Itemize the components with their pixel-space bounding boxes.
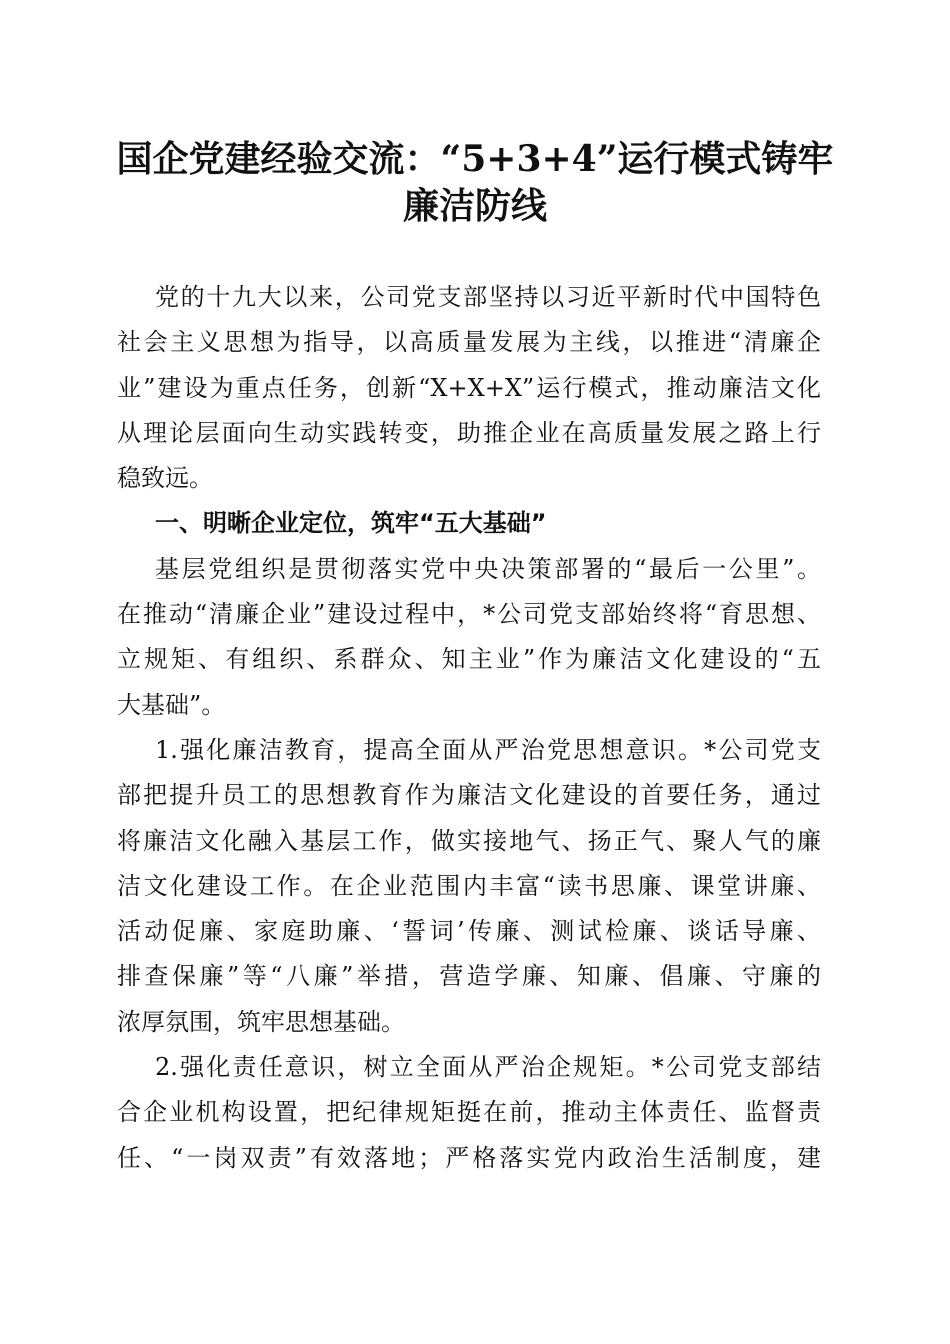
text-line: 洁文化建设工作。在企业范围内丰富“读书思廉、课堂讲廉、 <box>117 871 821 900</box>
text-line: 基层党组织是贯彻落实党中央决策部署的“最后一公里”。 <box>155 554 821 583</box>
title-line-1: 国企党建经验交流：“5+3+4”运行模式铸牢 <box>116 138 834 180</box>
paragraph <box>117 1045 821 1181</box>
paragraph <box>117 275 821 501</box>
text-line: 立规矩、有组织、系群众、知主业”作为廉洁文化建设的“五 <box>117 645 821 674</box>
text-line: 活动促廉、家庭助廉、‘誓词’传廉、测试检廉、谈话导廉、 <box>117 917 821 946</box>
title-line-2: 廉洁防线 <box>402 185 547 227</box>
paragraph <box>117 547 821 728</box>
document-body <box>117 275 821 1181</box>
text-line: 浓厚氛围，筑牢思想基础。 <box>117 1007 405 1036</box>
text-line: 部把提升员工的思想教育作为廉洁文化建设的首要任务，通过 <box>117 781 821 810</box>
text-line: 大基础”。 <box>117 690 226 719</box>
paragraph <box>117 728 821 1045</box>
text-line: 排查保廉”等“八廉”举措，营造学廉、知廉、倡廉、守廉的 <box>117 962 821 991</box>
text-line: 在推动“清廉企业”建设过程中，*公司党支部始终将“育思想、 <box>117 600 821 629</box>
document-title <box>0 136 950 230</box>
text-line: 合企业机构设置，把纪律规矩挺在前，推动主体责任、监督责 <box>117 1098 821 1127</box>
text-line: 业”建设为重点任务，创新“X+X+X”运行模式，推动廉洁文化 <box>117 373 821 402</box>
text-line: 社会主义思想为指导，以高质量发展为主线，以推进“清廉企 <box>117 328 821 357</box>
text-line: 2.强化责任意识，树立全面从严治企规矩。*公司党支部结 <box>155 1053 821 1082</box>
text-line: 从理论层面向生动实践转变，助推企业在高质量发展之路上行 <box>117 418 821 447</box>
text-line: 稳致远。 <box>117 464 213 493</box>
text-line: 一、明晰企业定位，筑牢“五大基础” <box>155 509 547 538</box>
text-line: 党的十九大以来，公司党支部坚持以习近平新时代中国特色 <box>155 283 821 311</box>
text-line: 将廉洁文化融入基层工作，做实接地气、扬正气、聚人气的廉 <box>117 826 821 855</box>
text-line: 1.强化廉洁教育，提高全面从严治党思想意识。*公司党支 <box>155 735 821 764</box>
text-line: 任、“一岗双责”有效落地；严格落实党内政治生活制度，建 <box>117 1143 821 1172</box>
section-heading <box>117 501 821 546</box>
